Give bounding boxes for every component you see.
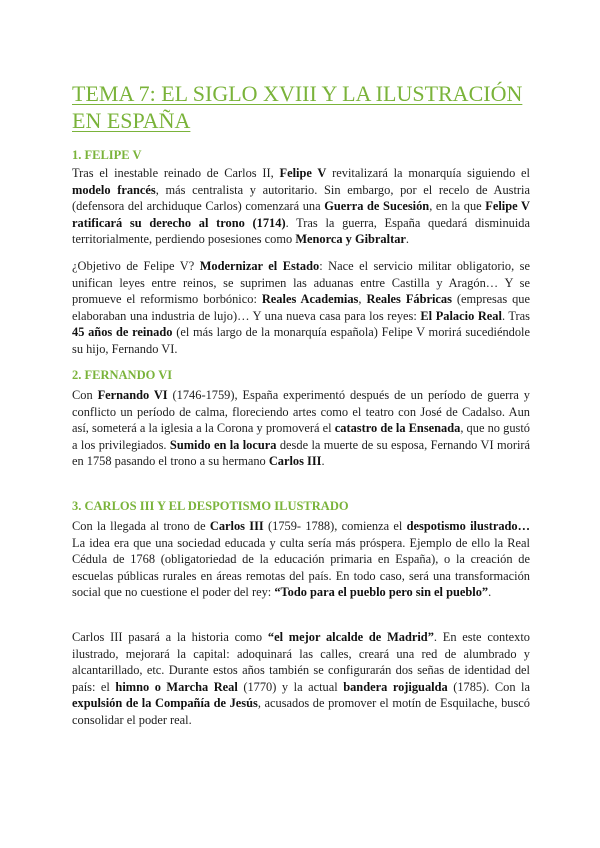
body-text: . Tras la guerra, España quedará disminuida territorialmente, perdiendo posesiones como — [72, 215, 531, 247]
bold-text: Guerra de Sucesión — [324, 199, 430, 214]
paragraph — [72, 387, 530, 470]
body-text: . — [321, 454, 325, 469]
bold-text: Sumido en la locura — [169, 437, 277, 452]
body-text: , más centralista y autoritario. Sin embargo, por el recelo de Austria (defensora del archiduque Carlos) comenzará una — [72, 182, 530, 214]
body-text: (1770) y la actual — [237, 679, 344, 694]
section-heading-fernando-vi: 2. FERNANDO VI — [72, 368, 173, 382]
body-text: desde la muerte de su esposa, Fernando VI morirá en 1758 pasando el trono a su hermano — [72, 437, 531, 469]
bold-text: Reales Academias — [261, 292, 359, 307]
bold-text: “Todo para el pueblo pero sin el pueblo” — [274, 585, 489, 600]
bold-text: Felipe V — [279, 166, 327, 180]
body-text: (empresas que elaboraban una industria de lujo)… Y una nueva casa para los reyes: — [72, 292, 531, 323]
paragraph — [72, 165, 530, 248]
body-text: . — [488, 585, 492, 600]
section-heading-felipe-v: 1. FELIPE V — [72, 148, 142, 162]
bold-text: himno o Marcha Real — [115, 679, 238, 694]
bold-text: despotismo ilustrado… — [406, 519, 530, 533]
paragraph — [72, 258, 530, 358]
body-text: La idea era que una sociedad educada y culta sería más próspera. Ejemplo de ello la Real Cédula de 1768 (obligatoriedad de la educación primaria en España), o la creación de escuelas públicas rurales en áreas remotas del país. En todo caso, será una transformación social que no cuestione el poder del rey: — [72, 535, 530, 600]
body-text: , en la que — [429, 199, 486, 214]
body-text: (1746-1759), España experimentó después de un período de guerra y conflicto un período de calma, floreciendo artes como el teatro con José de Cadalso. Aun así, someterá a la iglesia a la Corona y promoverá el — [72, 388, 531, 436]
bold-text: Felipe V ratificará su derecho al trono (1714) — [72, 199, 530, 230]
body-text: (1785). Con la — [447, 679, 530, 694]
body-text: Con la llegada al trono de — [72, 519, 210, 533]
bold-text: expulsión de la Compañía de Jesús — [72, 696, 258, 711]
body-text: , — [358, 292, 367, 307]
section-heading-carlos-iii: 3. CARLOS III Y EL DESPOTISMO ILUSTRADO — [72, 499, 349, 513]
body-text: , que no gustó a los privilegiados. — [72, 421, 530, 452]
body-text: , acusados de promover el motín de Esquilache, buscó consolidar el poder real. — [72, 696, 530, 727]
bold-text: Fernando VI — [97, 388, 168, 402]
document-title: TEMA 7: EL SIGLO XVIII Y LA ILUSTRACIÓN EN ESPAÑA — [72, 81, 523, 133]
bold-text: Carlos III — [268, 454, 322, 469]
bold-text: modelo francés — [72, 182, 156, 197]
body-text: revitalizará la monarquía siguiendo el — [326, 166, 530, 180]
body-text: (el más largo de la monarquía española) Felipe V morirá sucediéndole su hijo, Fernando VI. — [72, 325, 530, 356]
bold-text: bandera rojigualda — [343, 679, 448, 694]
paragraph — [72, 518, 530, 601]
bold-text: Reales Fábricas — [366, 292, 452, 307]
bold-text: Carlos III — [209, 519, 264, 533]
bold-text: Menorca y Gibraltar — [295, 232, 406, 247]
body-text: : Nace el servicio militar obligatorio, se unifican leyes entre reinos, se suprimen las aduanas entre Castilla y Aragón… Y se promueve el reformismo borbónico: — [72, 259, 531, 307]
body-text: Carlos III pasará a la historia como — [72, 630, 268, 644]
paragraph — [72, 629, 530, 729]
body-text: Con — [72, 388, 98, 402]
body-text: . Tras — [501, 308, 531, 323]
bold-text: 45 años de reinado — [72, 325, 173, 340]
bold-text: Modernizar el Estado — [199, 259, 320, 273]
body-text: . En este contexto ilustrado, mejorará la capital: adoquinará las calles, creará una red de alumbrado y alcantarillado, etc. Durante estos años también se configurarán dos señas de identidad del país: el — [72, 630, 530, 694]
bold-text: El Palacio Real — [420, 308, 502, 323]
body-text: . — [405, 232, 409, 247]
body-text: ¿Objetivo de Felipe V? — [72, 259, 200, 273]
body-text: (1759- 1788), comienza el — [263, 519, 407, 533]
bold-text: catastro de la Ensenada — [334, 421, 461, 436]
body-text: Tras el inestable reinado de Carlos II, — [72, 166, 280, 180]
bold-text: “el mejor alcalde de Madrid” — [267, 630, 434, 644]
